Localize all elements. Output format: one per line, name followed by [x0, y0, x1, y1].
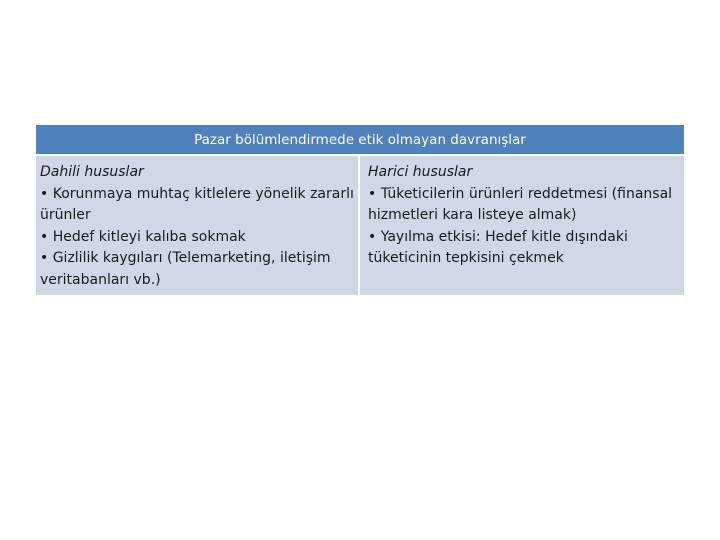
external-issue-item: • Yayılma etkisi: Hedef kitle dışındaki tüketicinin tepkisini çekmek: [368, 228, 628, 266]
table-header: Pazar bölümlendirmede etik olmayan davranışlar: [36, 125, 684, 156]
ethics-table: [36, 125, 684, 295]
table-header-row: [36, 125, 684, 156]
external-issues-heading: Harici hususlar: [368, 164, 473, 180]
external-issues-cell: [360, 156, 684, 295]
internal-issues-heading: Dahili hususlar: [40, 164, 144, 180]
internal-issue-item: • Gizlilik kaygıları (Telemarketing, iletişim veritabanları vb.): [40, 250, 331, 288]
external-issue-item: • Tüketicilerin ürünleri reddetmesi (finansal hizmetleri kara listeye almak): [368, 185, 673, 223]
internal-issue-item: • Hedef kitleyi kalıba sokmak: [40, 228, 246, 245]
table-row: [36, 156, 684, 295]
internal-issue-item: • Korunmaya muhtaç kitlelere yönelik zararlı ürünler: [40, 185, 354, 223]
internal-issues-cell: [36, 156, 360, 295]
